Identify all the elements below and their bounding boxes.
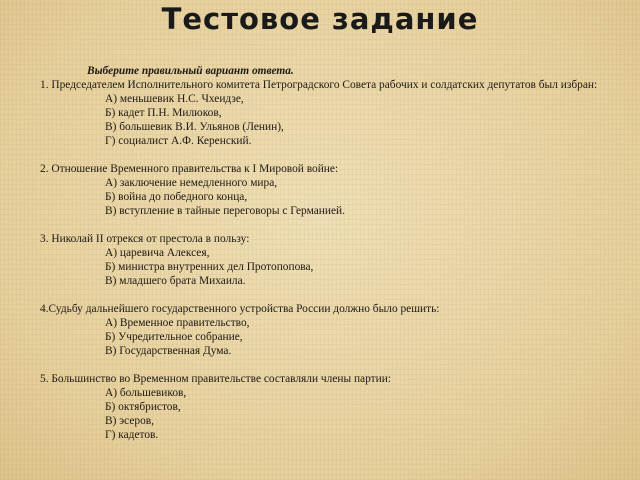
answer-option: В) вступление в тайные переговоры с Германией.	[105, 205, 345, 217]
question-5-text: 5. Большинство во Временном правительстве составляли члены партии:	[40, 373, 391, 385]
instruction-text: Выберите правильный вариант ответа.	[87, 65, 294, 77]
answer-option: Г) кадетов.	[105, 429, 159, 441]
question-block-3	[40, 232, 620, 288]
answer-option: Б) министра внутренних дел Протопопова,	[105, 261, 314, 273]
question-2-text: 2. Отношение Временного правительства к I Мировой войне:	[40, 163, 339, 175]
answer-option: А) царевича Алексея,	[105, 247, 210, 259]
answer-option: А) заключение немедленного мира,	[105, 177, 278, 189]
answer-option: Б) октябристов,	[105, 401, 181, 413]
answer-list-2	[105, 176, 620, 218]
answer-list-1	[105, 92, 620, 148]
answer-option: В) младшего брата Михаила.	[105, 275, 246, 287]
answer-option: Г) социалист А.Ф. Керенский.	[105, 135, 252, 147]
question-block-2	[40, 162, 620, 218]
answer-option: Б) война до победного конца,	[105, 191, 248, 203]
answer-list-5	[105, 386, 620, 442]
test-content	[40, 64, 620, 456]
question-block-4	[40, 302, 620, 358]
answer-list-3	[105, 246, 620, 288]
question-block-1	[40, 78, 620, 148]
answer-option: В) эсеров,	[105, 415, 154, 427]
question-4-text: 4.Судьбу дальнейшего государственного устройства России должно было решить:	[40, 303, 440, 315]
question-1-text: 1. Председателем Исполнительного комитета Петроградского Совета рабочих и солдатских депутатов был избран:	[40, 79, 598, 91]
question-3-text: 3. Николай II отрекся от престола в пользу:	[40, 233, 250, 245]
question-block-5	[40, 372, 620, 442]
answer-option: Б) Учредительное собрание,	[105, 331, 243, 343]
answer-option: А) Временное правительство,	[105, 317, 250, 329]
answer-option: В) большевик В.И. Ульянов (Ленин),	[105, 121, 284, 133]
answer-option: А) большевиков,	[105, 387, 187, 399]
slide-title: Тестовое задание	[161, 2, 479, 36]
answer-option: В) Государственная Дума.	[105, 345, 232, 357]
answer-list-4	[105, 316, 620, 358]
answer-option: Б) кадет П.Н. Милюков,	[105, 107, 222, 119]
answer-option: А) меньшевик Н.С. Чхеидзе,	[105, 93, 244, 105]
